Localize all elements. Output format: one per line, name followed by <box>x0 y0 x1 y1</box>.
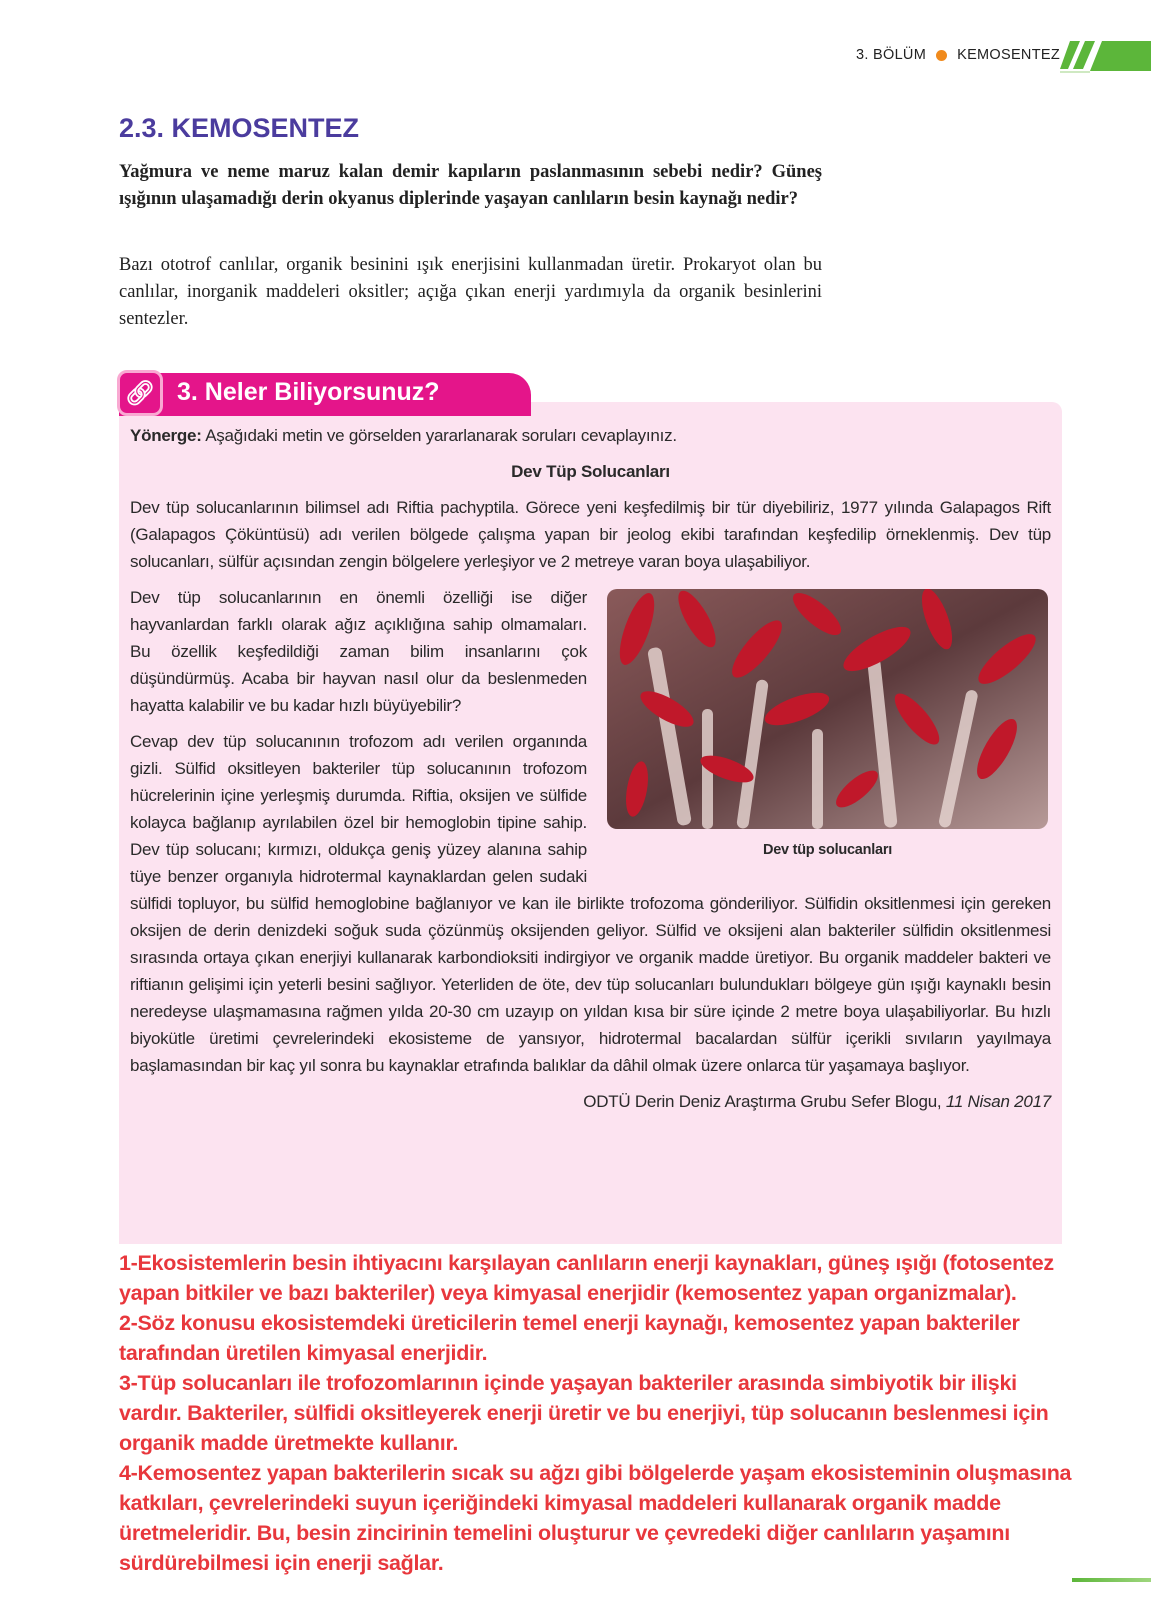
bullet-dot-icon <box>936 50 947 61</box>
section-title: 2.3. KEMOSENTEZ <box>119 113 360 143</box>
activity-title: 3. Neler Biliyorsunuz? <box>177 378 440 406</box>
instruction-label: Yönerge: <box>130 426 202 445</box>
answer-3: 3-Tüp solucanları ile trofozomlarının içinde yaşayan bakteriler arasında simbiyotik bir ilişki vardır. Bakteriler, sülfidi oksitleyerek enerji üretir ve bu enerjiyi, tüp solucanın beslenmesi için organik madde üretmekte kullanır. <box>119 1371 1049 1455</box>
answer-4: 4-Kemosentez yapan bakterilerin sıcak su ağzı gibi bölgelerde yaşam ekosisteminin oluşmasına katkıları, çevrelerindeki suyun içeriğindeki kimyasal maddeleri kullanarak organik madde üretmeleridir. Bu, besin zincirinin temelini oluşturur ve çevredeki diğer canlıların yaşamını sürdürebilmesi için enerji sağlar. <box>119 1461 1072 1575</box>
source-text: ODTÜ Derin Deniz Araştırma Grubu Sefer Blogu, <box>583 1092 946 1111</box>
intro-question: Yağmura ve neme maruz kalan demir kapıların paslanmasının sebebi nedir? Güneş ışığının ulaşamadığı derin okyanus diplerinde yaşayan canlıların besin kaynağı nedir? <box>119 162 822 209</box>
footer-line-decoration <box>1072 1578 1151 1582</box>
chapter-label: 3. BÖLÜM <box>856 47 927 63</box>
answers-overlay <box>0 1244 1151 1624</box>
instruction <box>130 422 1051 449</box>
answer-1: 1-Ekosistemlerin besin ihtiyacını karşılayan canlıların enerji kaynakları, güneş ışığı (fotosentez yapan bitkiler ve bazı bakteriler) veya kimyasal enerjidir (kemosentez yapan organizmalar). <box>119 1251 1054 1305</box>
answers-list <box>119 1248 1079 1578</box>
header-stripe-decoration <box>1060 41 1151 73</box>
section-label: KEMOSENTEZ <box>957 47 1060 63</box>
answer-2: 2-Söz konusu ekosistemdeki üreticilerin temel enerji kaynağı, kemosentez yapan bakteriler tarafından üretilen kimyasal enerjidir. <box>119 1311 1020 1365</box>
intro-paragraph: Bazı ototrof canlılar, organik besinini ışık enerjisini kullanmadan üretir. Prokaryot olan bu canlılar, inorganik maddeleri oksitler; açığa çıkan enerji yardımıyla da organik besinlerini sentezler. <box>119 255 822 329</box>
paragraph-2: Dev tüp solucanlarının en önemli özelliği ise diğer hayvanlardan farklı olarak ağız açıklığına sahip olmamaları. Bu özellik keşfedildiği zaman bilim insanlarını çok düşündürmüş. Acaba bir hayvan nasıl olur da beslenmeden hayatta kalabilir ve bu kadar hızlı büyüyebilir? <box>130 588 587 715</box>
image-caption: Dev tüp solucanları <box>762 842 892 858</box>
activity-content <box>130 422 1051 1115</box>
instruction-text: Aşağıdaki metin ve görselden yararlanarak soruları cevaplayınız. <box>201 426 677 445</box>
paragraph-1: Dev tüp solucanlarının bilimsel adı Riftia pachyptila. Görece yeni keşfedilmiş bir tür diyebiliriz, 1977 yılında Galapagos Rift (Galapagos Çöküntüsü) adı verilen bölgede çalışma yapan bir jeolog ekibi tarafından keşfedilip örneklenmiş. Dev tüp solucanları, sülfür açısından zengin bölgelere yerleşiyor ve 2 metreye varan boya ulaşabiliyor. <box>130 498 1051 571</box>
chapter-header <box>856 47 1060 63</box>
source-citation <box>130 1088 1051 1115</box>
link-icon: 🔗︎ <box>117 370 163 416</box>
figure <box>607 589 1048 864</box>
text-title: Dev Tüp Solucanları <box>511 462 670 481</box>
tube-worms-image <box>607 589 1048 829</box>
paragraph-3: Cevap dev tüp solucanının trofozom adı verilen organında gizli. Sülfid oksitleyen bakteriler tüp solucanının trofozom hücrelerinin içine yerleşmiş durumda. Riftia, oksijen ve sülfide kolayca bağlanıp ayrılabilen özel bir hemoglobin tipine sahip. Dev tüp solucanı; kırmızı, oldukça geniş yüzey alanına sahip tüye benzer organıyla hidrotermal kaynaklardan gelen sudaki sülfidi topluyor, bu sülfid hemoglobine bağlanıyor ve kan ile birlikte trofozoma gönderiliyor. Sülfidin oksitlenmesi için gereken oksijen de derin denizdeki soğuk suda çözünmüş oksijenden geliyor. Sülfid ve oksijeni alan bakteriler sülfidin oksitlenmesi sırasında ortaya çıkan enerjiyi kullanarak karbondioksiti indirgiyor ve organik madde üretiyor. Bu organik maddeler bakteri ve riftianın gelişimi için yeterli besini sağlıyor. Yeterliden de öte, dev tüp solucanları bulundukları bölgeye gün ışığı kaynaklı besin neredeyse ulaşmamasına rağmen yılda 20-30 cm uzayıp on yıldan kısa bir süre içinde 2 metre boya ulaşabiliyorlar. Bu hızlı biyokütle üretimi çevrelerindeki ekosisteme de yansıyor, hidrotermal bacalardan sülfür içerikli sıvıların yayılmaya başlamasından bir kaç yıl sonra bu kaynaklar etrafında balıklar da dâhil olmak üzere onlarca tür yaşamaya başlıyor. <box>130 732 1051 1075</box>
activity-badge <box>119 373 531 416</box>
source-date: 11 Nisan 2017 <box>945 1092 1051 1111</box>
